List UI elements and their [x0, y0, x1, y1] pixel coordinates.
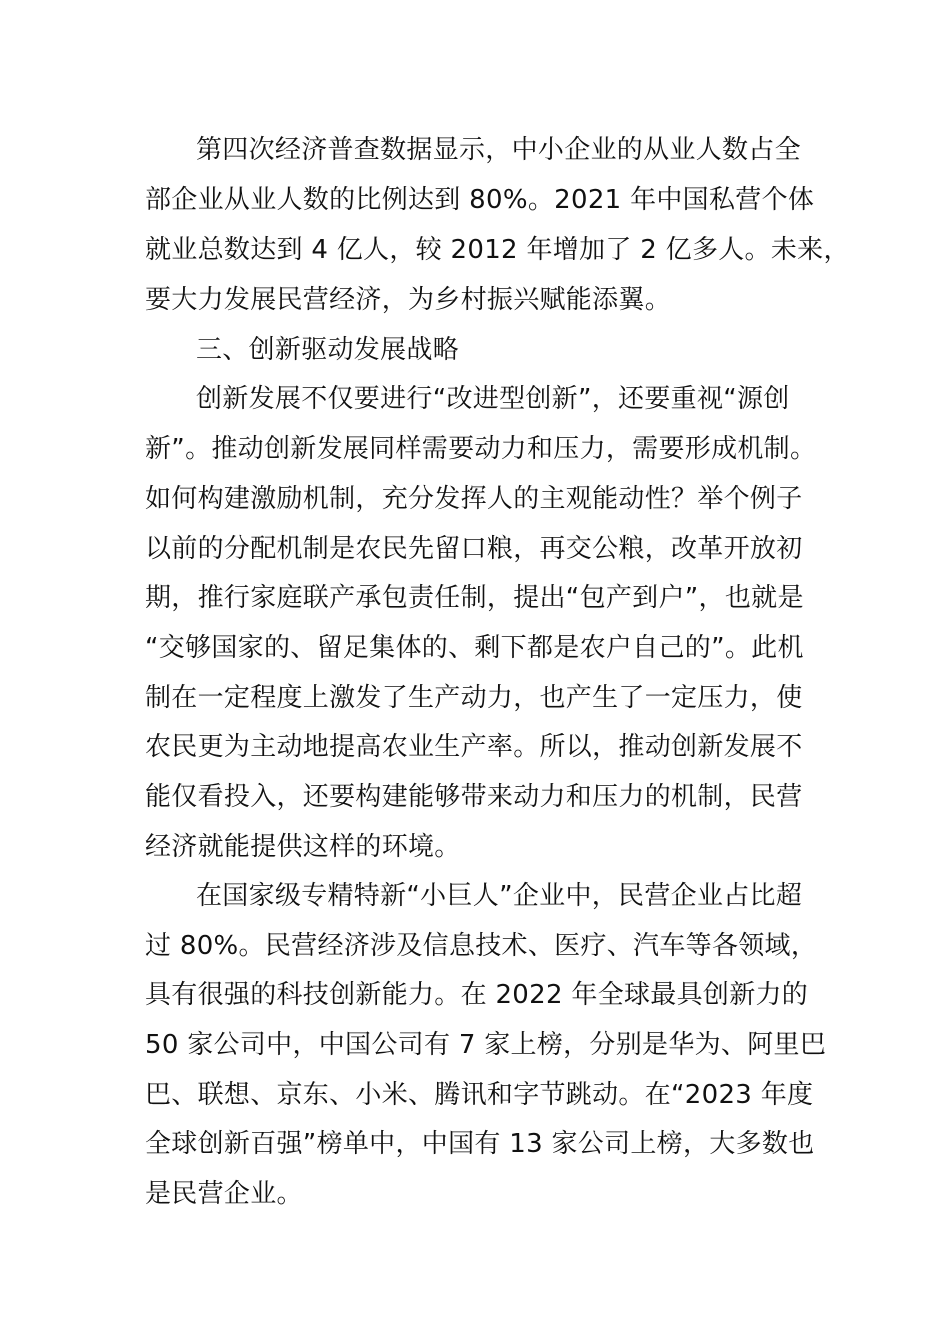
- text-line: 要大力发展民营经济，为乡村振兴赋能添翼。: [145, 285, 672, 315]
- text-line: 50 家公司中，中国公司有 7 家上榜，分别是华为、阿里巴: [145, 1030, 827, 1060]
- text-line: 过 80%。民营经济涉及信息技术、医疗、汽车等各领域，: [145, 931, 818, 961]
- text-line: 全球创新百强”榜单中，中国有 13 家公司上榜，大多数也: [145, 1129, 815, 1159]
- text-line: 是民营企业。: [145, 1179, 303, 1209]
- text-line: 期，推行家庭联产承包责任制，提出“包产到户”，也就是: [145, 583, 804, 613]
- text-line: 部企业从业人数的比例达到 80%。2021 年中国私营个体: [145, 185, 815, 215]
- text-line: 就业总数达到 4 亿人，较 2012 年增加了 2 亿多人。未来，: [145, 235, 850, 265]
- text-line: 以前的分配机制是农民先留口粮，再交公粮，改革开放初: [145, 534, 803, 564]
- text-line: 巴、联想、京东、小米、腾讯和字节跳动。在“2023 年度: [145, 1080, 814, 1110]
- text-line: 经济就能提供这样的环境。: [145, 832, 461, 862]
- text-line: 农民更为主动地提高农业生产率。所以，推动创新发展不: [145, 732, 803, 762]
- text-line: 第四次经济普查数据显示，中小企业的从业人数占全: [196, 135, 801, 165]
- text-line: 如何构建激励机制，充分发挥人的主观能动性？举个例子: [145, 484, 803, 514]
- text-line: 在国家级专精特新“小巨人”企业中，民营企业占比超: [196, 881, 803, 911]
- text-line: 能仅看投入，还要构建能够带来动力和压力的机制，民营: [145, 782, 803, 812]
- text-line: 制在一定程度上激发了生产动力，也产生了一定压力，使: [145, 683, 803, 713]
- text-line: 新”。推动创新发展同样需要动力和压力，需要形成机制。: [145, 434, 817, 464]
- section-heading: 三、创新驱动发展战略: [196, 335, 460, 365]
- text-line: 创新发展不仅要进行“改进型创新”，还要重视“源创: [196, 384, 790, 414]
- text-line: 具有很强的科技创新能力。在 2022 年全球最具创新力的: [145, 980, 809, 1010]
- text-line: “交够国家的、留足集体的、剩下都是农户自己的”。此机: [145, 633, 804, 663]
